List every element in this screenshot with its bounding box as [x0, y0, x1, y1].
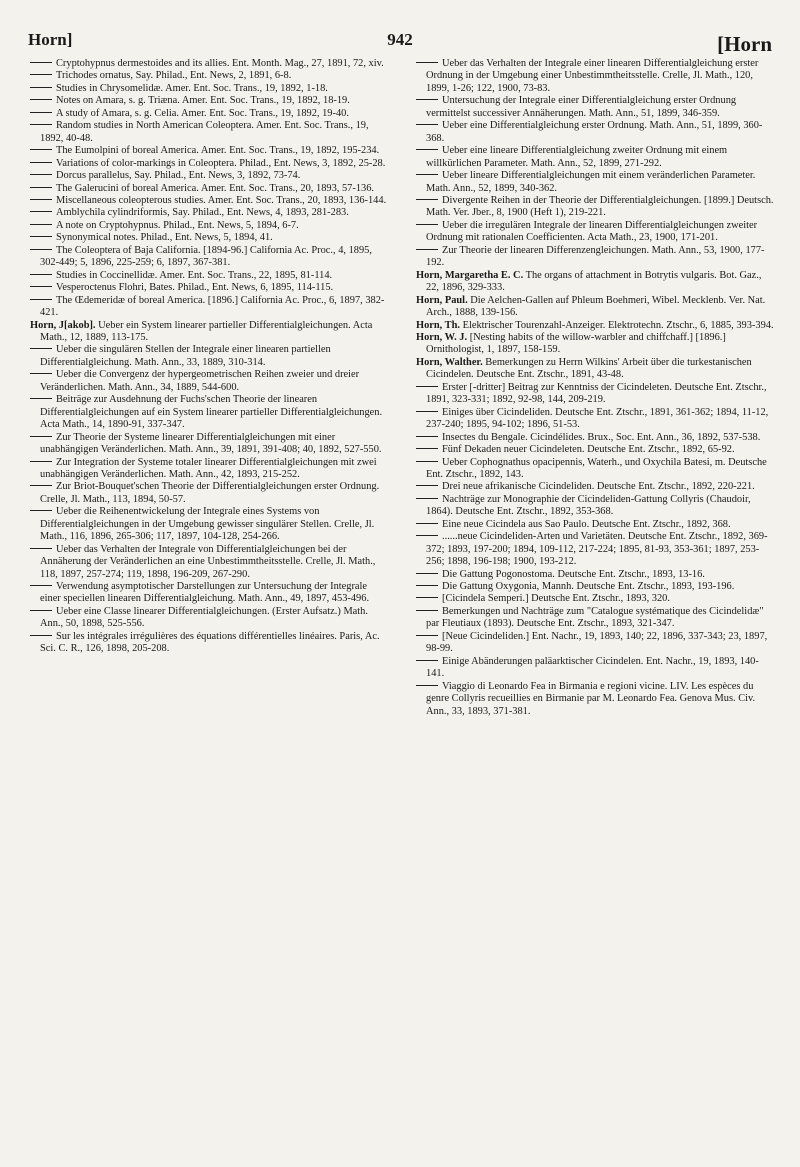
bibliography-entry	[30, 70, 390, 82]
entry-text: Vesperoctenus Flohri, Bates. Philad., Ent. News, 6, 1895, 114-115.	[56, 282, 334, 294]
entry-text: Trichodes ornatus, Say. Philad., Ent. News, 2, 1891, 6-8.	[56, 70, 292, 82]
bibliography-entry	[30, 606, 390, 631]
bibliography-entry	[416, 357, 776, 382]
bibliography-entry	[30, 145, 390, 157]
ditto-dash	[30, 211, 52, 212]
ditto-dash	[416, 62, 438, 63]
ditto-dash	[416, 535, 438, 536]
entry-text: Ueber das Verhalten der Integrale einer linearen Differentialgleichung erster Ordnung in der Umgebung einer Unbestimmtheitsstelle. Crelle, Jl. Math., 120, 1899, 1-26; 122, 1900, 73-83.	[426, 58, 759, 94]
entry-text: [Neue Cicindeliden.] Ent. Nachr., 19, 1893, 140; 22, 1896, 337-343; 23, 1897, 98-99.	[426, 630, 768, 655]
ditto-dash	[416, 573, 438, 574]
entry-text: Elektrischer Tourenzahl-Anzeiger. Elektrotechn. Ztschr., 6, 1885, 393-394.	[462, 319, 774, 331]
ditto-dash	[416, 249, 438, 250]
entry-text: Eine neue Cicindela aus Sao Paulo. Deutsche Ent. Ztschr., 1892, 368.	[442, 518, 731, 530]
entry-text: Die Aelchen-Gallen auf Phleum Boehmeri, Wibel. Mecklenb. Ver. Nat. Arch., 1888, 139-156.	[426, 294, 766, 319]
entry-text: Miscellaneous coleopterous studies. Amer. Ent. Soc. Trans., 20, 1893, 136-144.	[56, 194, 387, 206]
entry-text: Ueber lineare Differentialgleichungen mit einem veränderlichen Parameter. Math. Ann., 52, 1899, 340-362.	[426, 170, 756, 194]
ditto-dash	[30, 62, 52, 63]
ditto-dash	[416, 610, 438, 611]
author-name: Horn, Th.	[416, 319, 460, 331]
bibliography-entry	[416, 245, 776, 270]
ditto-dash	[30, 162, 52, 163]
bibliography-entry	[30, 183, 390, 195]
bibliography-entry	[30, 394, 390, 431]
entry-text: Ueber ein System linearer partieller Differentialgleichungen. Acta Math., 12, 1889, 113-175.	[40, 319, 373, 343]
bibliography-entry	[416, 432, 776, 444]
entry-text: The Coleoptera of Baja California. [1894-96.] California Ac. Proc., 4, 1895, 302-449; 5, 1896, 225-259; 6, 1897, 367-381.	[40, 244, 372, 269]
ditto-dash	[30, 485, 52, 486]
bibliography-entry	[416, 531, 776, 568]
bibliography-entry	[416, 220, 776, 245]
entry-text: Zur Integration der Systeme totaler linearer Differentialgleichungen mit zwei unabhängigen Veränderlichen. Math. Ann., 42, 1893, 215-252.	[40, 456, 377, 480]
bibliography-entry	[416, 145, 776, 170]
bibliography-entry	[416, 332, 776, 357]
entry-text: Bemerkungen zu Herrn Wilkins' Arbeit über die turkestanischen Cicindelen. Deutsche Ent. Ztschr., 1891, 43-48.	[426, 356, 752, 381]
entry-text: Studies in Coccinellidæ. Amer. Ent. Soc. Trans., 22, 1895, 81-114.	[56, 269, 333, 281]
bibliography-entry	[416, 606, 776, 631]
entry-text: Zur Theorie der linearen Differenzengleichungen. Math. Ann., 53, 1900, 177-192.	[426, 244, 765, 269]
entry-text: Variations of color-markings in Coleoptera. Philad., Ent. News, 3, 1892, 25-28.	[56, 157, 386, 169]
entry-text: A note on Cryptohypnus. Philad., Ent. News, 5, 1894, 6-7.	[56, 219, 299, 231]
ditto-dash	[416, 386, 438, 387]
bibliography-entry	[416, 295, 776, 320]
entry-text: Zur Briot-Bouquet'schen Theorie der Differentialgleichungen erster Ordnung. Crelle, Jl. Math., 113, 1894, 50-57.	[40, 481, 380, 505]
entry-text: Ueber eine lineare Differentialgleichung zweiter Ordnung mit einem willkürlichen Parameter. Math. Ann., 52, 1899, 271-292.	[426, 145, 728, 169]
entry-text: Bemerkungen und Nachträge zum "Catalogue systématique des Cicindelidæ" par Fleutiaux (1893). Deutsche Ent. Ztschr., 1893, 321-347.	[426, 605, 764, 630]
ditto-dash	[30, 398, 52, 399]
ditto-dash	[416, 149, 438, 150]
ditto-dash	[30, 286, 52, 287]
ditto-dash	[30, 149, 52, 150]
bibliography-entry	[30, 83, 390, 95]
bibliography-entry	[30, 344, 390, 369]
bibliography-entry	[416, 170, 776, 195]
bibliography-entry	[416, 120, 776, 145]
ditto-dash	[30, 436, 52, 437]
entry-text: The Galerucini of boreal America. Amer. Ent. Soc. Trans., 20, 1893, 57-136.	[56, 182, 375, 194]
entry-text: Divergente Reihen in der Theorie der Differentialgleichungen. [1899.] Deutsch. Math. Ver. Jber., 8, 1900 (Heft 1), 219-221.	[426, 194, 774, 219]
entry-text: Untersuchung der Integrale einer Differentialgleichung erster Ordnung vermittelst successiver Annäherungen. Math. Ann., 51, 1899, 346-359.	[426, 95, 737, 119]
ditto-dash	[30, 585, 52, 586]
ditto-dash	[416, 585, 438, 586]
bibliography-entry	[416, 581, 776, 593]
entry-text: Dorcus parallelus, Say. Philad., Ent. News, 3, 1892, 73-74.	[56, 170, 301, 182]
bibliography-entry	[30, 195, 390, 207]
bibliography-entry	[30, 581, 390, 606]
entry-text: Ueber die Convergenz der hypergeometrischen Reihen zweier und dreier Veränderlichen. Math. Ann., 34, 1889, 544-600.	[40, 369, 360, 393]
bibliography-entry	[416, 320, 776, 332]
author-name: Horn, Walther.	[416, 356, 483, 368]
entry-text: Sur les intégrales irrégulières des équations différentielles linéaires. Paris, Ac. Sci. C. R., 126, 1898, 205-208.	[40, 630, 380, 655]
ditto-dash	[416, 635, 438, 636]
right-column	[416, 58, 776, 718]
entry-text: Die Gattung Oxygonia, Mannh. Deutsche Ent. Ztschr., 1893, 193-196.	[442, 581, 735, 593]
left-column	[30, 58, 390, 656]
ditto-dash	[30, 348, 52, 349]
ditto-dash	[30, 635, 52, 636]
ditto-dash	[416, 660, 438, 661]
bibliography-entry	[30, 432, 390, 457]
ditto-dash	[416, 124, 438, 125]
ditto-dash	[416, 224, 438, 225]
ditto-dash	[30, 174, 52, 175]
ditto-dash	[416, 199, 438, 200]
bibliography-entry	[30, 631, 390, 656]
bibliography-entry	[30, 270, 390, 282]
bibliography-entry	[30, 295, 390, 320]
ditto-dash	[416, 485, 438, 486]
bibliography-entry	[30, 58, 390, 70]
bibliography-entry	[416, 656, 776, 681]
entry-text: Verwendung asymptotischer Darstellungen zur Untersuchung der Integrale einer speciellen linearen Differentialgleichung. Math. Ann., 49, 1897, 453-496.	[40, 581, 370, 605]
bibliography-entry	[416, 457, 776, 482]
running-head-left: Horn]	[28, 30, 73, 49]
entry-text: Notes on Amara, s. g. Triæna. Amer. Ent. Soc. Trans., 19, 1892, 18-19.	[56, 95, 350, 107]
entry-text: Synonymical notes. Philad., Ent. News, 5, 1894, 41.	[56, 232, 273, 244]
entry-text: Fünf Dekaden neuer Cicindeleten. Deutsche Ent. Ztschr., 1892, 65-92.	[442, 444, 735, 456]
ditto-dash	[30, 199, 52, 200]
ditto-dash	[416, 99, 438, 100]
bibliography-entry	[416, 681, 776, 718]
entry-text: Ueber Cophognathus opacipennis, Waterh., und Oxychila Batesi, m. Deutsche Ent. Ztschr., 1892, 143.	[426, 456, 767, 480]
bibliography-entry	[416, 593, 776, 605]
ditto-dash	[30, 548, 52, 549]
entry-text: Ueber die singulären Stellen der Integrale einer linearen partiellen Differentialgleichung. Math. Ann., 33, 1889, 310-314.	[40, 344, 331, 368]
entry-text: Studies in Chrysomelidæ. Amer. Ent. Soc. Trans., 19, 1892, 1-18.	[56, 82, 328, 94]
ditto-dash	[416, 685, 438, 686]
bibliography-entry	[416, 195, 776, 220]
entry-text: The Œdemeridæ of boreal America. [1896.] California Ac. Proc., 6, 1897, 382-421.	[40, 294, 385, 319]
entry-text: A study of Amara, s. g. Celia. Amer. Ent. Soc. Trans., 19, 1892, 19-40.	[56, 107, 349, 119]
bibliography-entry	[416, 519, 776, 531]
bibliography-entry	[416, 270, 776, 295]
ditto-dash	[416, 411, 438, 412]
page-header	[28, 30, 772, 54]
ditto-dash	[30, 99, 52, 100]
entry-text: Drei neue afrikanische Cicindeliden. Deutsche Ent. Ztschr., 1892, 220-221.	[442, 481, 755, 493]
ditto-dash	[416, 448, 438, 449]
author-name: Horn, J[akob].	[30, 319, 96, 331]
entry-text: Insectes du Bengale. Cicindélides. Brux., Soc. Ent. Ann., 36, 1892, 537-538.	[442, 431, 761, 443]
ditto-dash	[30, 124, 52, 125]
entry-text: Cryptohypnus dermestoides and its allies. Ent. Month. Mag., 27, 1891, 72, xiv.	[56, 58, 384, 69]
entry-text: The Eumolpini of boreal America. Amer. Ent. Soc. Trans., 19, 1892, 195-234.	[56, 145, 380, 157]
bibliography-entry	[30, 481, 390, 506]
bibliography-entry	[416, 95, 776, 120]
bibliography-entry	[30, 170, 390, 182]
ditto-dash	[30, 249, 52, 250]
bibliography-entry	[416, 58, 776, 95]
ditto-dash	[416, 498, 438, 499]
bibliography-entry	[416, 631, 776, 656]
entry-text: Ueber das Verhalten der Integrale von Differentialgleichungen bei der Annäherung der Veränderlichen an eine Unbestimmtheitsstelle. Crelle, Jl. Math., 118, 1897, 257-274; 119, 1898, 196-209, 267-290.	[40, 543, 376, 580]
ditto-dash	[30, 373, 52, 374]
entry-text: Beiträge zur Ausdehnung der Fuchs'schen Theorie der linearen Differentialgleichungen auf ein System linearer partieller Differentialgleichungen. Acta Math., 14, 1890-91, 337-347.	[40, 394, 383, 431]
entry-text: Amblychila cylindriformis, Say. Philad., Ent. News, 4, 1893, 281-283.	[56, 207, 349, 219]
bibliography-entry	[30, 207, 390, 219]
entry-text: [Nesting habits of the willow-warbler and chiffchaff.] [1896.] Ornithologist, 1, 1897, 158-159.	[426, 331, 726, 356]
entry-text: Zur Theorie der Systeme linearer Differentialgleichungen mit einer unabhängigen Veränderlichen. Math. Ann., 39, 1891, 391-408; 40, 1892, 527-550.	[40, 431, 382, 456]
bibliography-entry	[416, 382, 776, 407]
bibliography-entry	[30, 282, 390, 294]
bibliography-entry	[30, 320, 390, 345]
ditto-dash	[416, 523, 438, 524]
entry-text: Einiges über Cicindeliden. Deutsche Ent. Ztschr., 1891, 361-362; 1894, 11-12, 237-240; 1895, 94-102; 1896, 51-53.	[426, 406, 769, 431]
bibliography-entry	[30, 120, 390, 145]
bibliography-entry	[30, 108, 390, 120]
ditto-dash	[30, 274, 52, 275]
entry-text: The organs of attachment in Botrytis vulgaris. Bot. Gaz., 22, 1896, 329-333.	[426, 269, 762, 294]
entry-text: Ueber eine Differentialgleichung erster Ordnung. Math. Ann., 51, 1899, 360-368.	[426, 120, 763, 144]
entry-text: Random studies in North American Coleoptera. Amer. Ent. Soc. Trans., 19, 1892, 40-48.	[40, 120, 369, 144]
bibliography-entry	[30, 232, 390, 244]
bibliography-entry	[30, 457, 390, 482]
ditto-dash	[30, 87, 52, 88]
bibliography-entry	[30, 369, 390, 394]
ditto-dash	[416, 461, 438, 462]
bibliography-entry	[30, 95, 390, 107]
ditto-dash	[30, 610, 52, 611]
ditto-dash	[30, 299, 52, 300]
entry-text: ......neue Cicindeliden-Arten und Varietäten. Deutsche Ent. Ztschr., 1892, 369-372; 1893, 197-200; 1894, 109-112, 217-224; 1895, 81-93, 353-361; 1897, 253-256; 1898, 196-198; 1900, 193-212.	[426, 531, 768, 568]
ditto-dash	[416, 597, 438, 598]
bibliography-entry	[30, 245, 390, 270]
bibliography-entry	[416, 407, 776, 432]
ditto-dash	[30, 74, 52, 75]
author-name: Horn, W. J.	[416, 331, 468, 343]
entry-text: Ueber die Reihenentwickelung der Integrale eines Systems von Differentialgleichungen in der Umgebung gewisser singulärer Stellen. Crelle, Jl. Math., 116, 1896, 265-306; 117, 1897, 104-128, 254-266.	[40, 506, 375, 543]
entry-text: [Cicindela Semperi.] Deutsche Ent. Ztschr., 1893, 320.	[442, 593, 670, 605]
entry-text: Einige Abänderungen paläarktischer Cicindelen. Ent. Nachr., 19, 1893, 140-141.	[426, 655, 759, 680]
bibliography-entry	[416, 494, 776, 519]
entry-text: Die Gattung Pogonostoma. Deutsche Ent. Ztschr., 1893, 13-16.	[442, 568, 705, 580]
ditto-dash	[30, 112, 52, 113]
entry-text: Nachträge zur Monographie der Cicindeliden-Gattung Collyris (Chaudoir, 1864). Deutsche Ent. Ztschr., 1892, 353-368.	[426, 493, 751, 518]
entry-text: Ueber die irregulären Integrale der linearen Differentialgleichungen zweiter Ordnung mit rationalen Coefficienten. Acta Math., 23, 1900, 171-201.	[426, 219, 758, 244]
ditto-dash	[30, 236, 52, 237]
ditto-dash	[30, 461, 52, 462]
bibliography-entry	[30, 220, 390, 232]
ditto-dash	[416, 436, 438, 437]
ditto-dash	[416, 174, 438, 175]
author-name: Horn, Margaretha E. C.	[416, 269, 524, 281]
entry-text: Viaggio di Leonardo Fea in Birmania e regioni vicine. LIV. Les espèces du genre Collyris recueillies en Birmanie par M. Leonardo Fea. Genova Mus. Civ. Ann., 33, 1893, 371-381.	[426, 680, 756, 717]
bibliography-entry	[416, 444, 776, 456]
bibliography-entry	[416, 481, 776, 493]
entry-text: Erster [-dritter] Beitrag zur Kenntniss der Cicindeleten. Deutsche Ent. Ztschr., 1891, 323-331; 1892, 92-98, 144, 209-219.	[426, 381, 767, 406]
ditto-dash	[30, 224, 52, 225]
entry-text: Ueber eine Classe linearer Differentialgleichungen. (Erster Aufsatz.) Math. Ann., 50, 1898, 525-556.	[40, 605, 368, 630]
ditto-dash	[30, 187, 52, 188]
author-name: Horn, Paul.	[416, 294, 468, 306]
bibliography-entry	[30, 544, 390, 581]
bibliography-entry	[416, 569, 776, 581]
bibliography-entry	[30, 158, 390, 170]
bibliography-entry	[30, 506, 390, 543]
page-number: 942	[387, 30, 413, 49]
ditto-dash	[30, 510, 52, 511]
running-head-right: [Horn	[717, 32, 772, 56]
